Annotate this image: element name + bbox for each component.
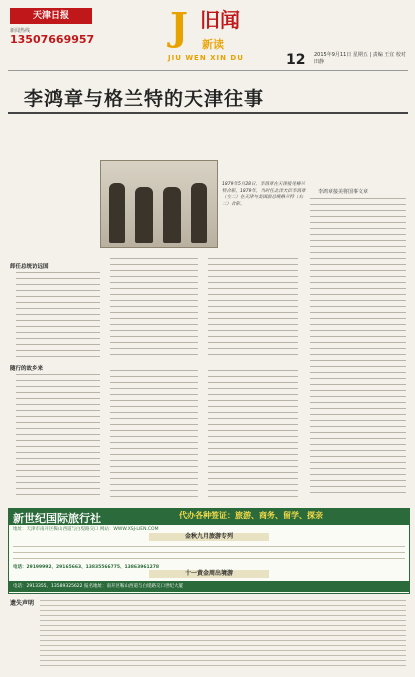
page-number: 12 xyxy=(286,52,306,68)
notice-text-block xyxy=(40,598,406,668)
paper-logo: 天津日报 xyxy=(10,8,92,24)
byline: 李鸿章接美将国事文章 xyxy=(318,189,369,195)
ad-company-name: 新世纪国际旅行社 xyxy=(13,512,101,525)
page-headline: 李鸿章与格兰特的天津往事 xyxy=(24,88,265,110)
ad-services: 代办各种签证：旅游、商务、留学、探亲 xyxy=(179,511,323,520)
photo-figure xyxy=(109,183,125,243)
article-text-column xyxy=(104,256,198,360)
photo-figure xyxy=(163,187,181,243)
column-title: 旧闻 xyxy=(200,8,240,32)
ad-banner-golden-week: 十一黄金周出境游 xyxy=(149,570,269,578)
photo-figure xyxy=(191,183,207,243)
notice-label: 遗失声明 xyxy=(10,600,35,607)
article-text-column xyxy=(10,372,100,498)
photo-figure xyxy=(135,187,153,243)
article-text-column xyxy=(304,196,406,496)
ad-footer: 电话：2913355、13589325622 报名地址：南开区鞍山西道与白堤路交口世纪大厦 xyxy=(9,581,409,592)
section-label: 随行的故乡来 xyxy=(10,366,44,372)
article-text-column xyxy=(202,368,298,498)
column-letter: J xyxy=(170,4,188,49)
article-text-column xyxy=(104,368,198,498)
ad-banner-autumn: 金秋九月旅游专列 xyxy=(149,533,269,541)
hotline-number: 13507669957 xyxy=(10,33,95,46)
masthead-rule xyxy=(8,70,408,71)
ad-address: 地址：天津市南开区鞍山西道与白堤路交口 网站：WWW.XSJ-LIEN.COM xyxy=(13,527,159,532)
column-subtitle: 新读 xyxy=(202,38,224,51)
headline-rule xyxy=(8,112,408,114)
column-pinyin: JIU WEN XIN DU xyxy=(168,54,244,62)
hotline-label: 新闻热线 xyxy=(10,28,31,34)
historical-photo xyxy=(100,160,218,248)
photo-caption: 1879年5月28日，李鸿章在天津接见格兰特合影。1879年，当时任北洋大臣李鸿章（左二）在天津与美国前总统格兰特（右二）合影。 xyxy=(222,182,306,207)
section-label: 卸任总统访远国 xyxy=(10,264,49,270)
ad-header xyxy=(9,509,409,525)
article-text-column xyxy=(202,256,298,360)
article-text-column xyxy=(10,270,100,360)
tour-listings xyxy=(13,543,405,563)
date-line: 2015年9月11日 星期五 | 责编 王宜 校对 田静 xyxy=(314,52,406,65)
ad-phone: 电话：29199992、29165663、13835566775、13863961278 xyxy=(13,565,159,570)
travel-agency-ad[interactable] xyxy=(8,508,410,594)
